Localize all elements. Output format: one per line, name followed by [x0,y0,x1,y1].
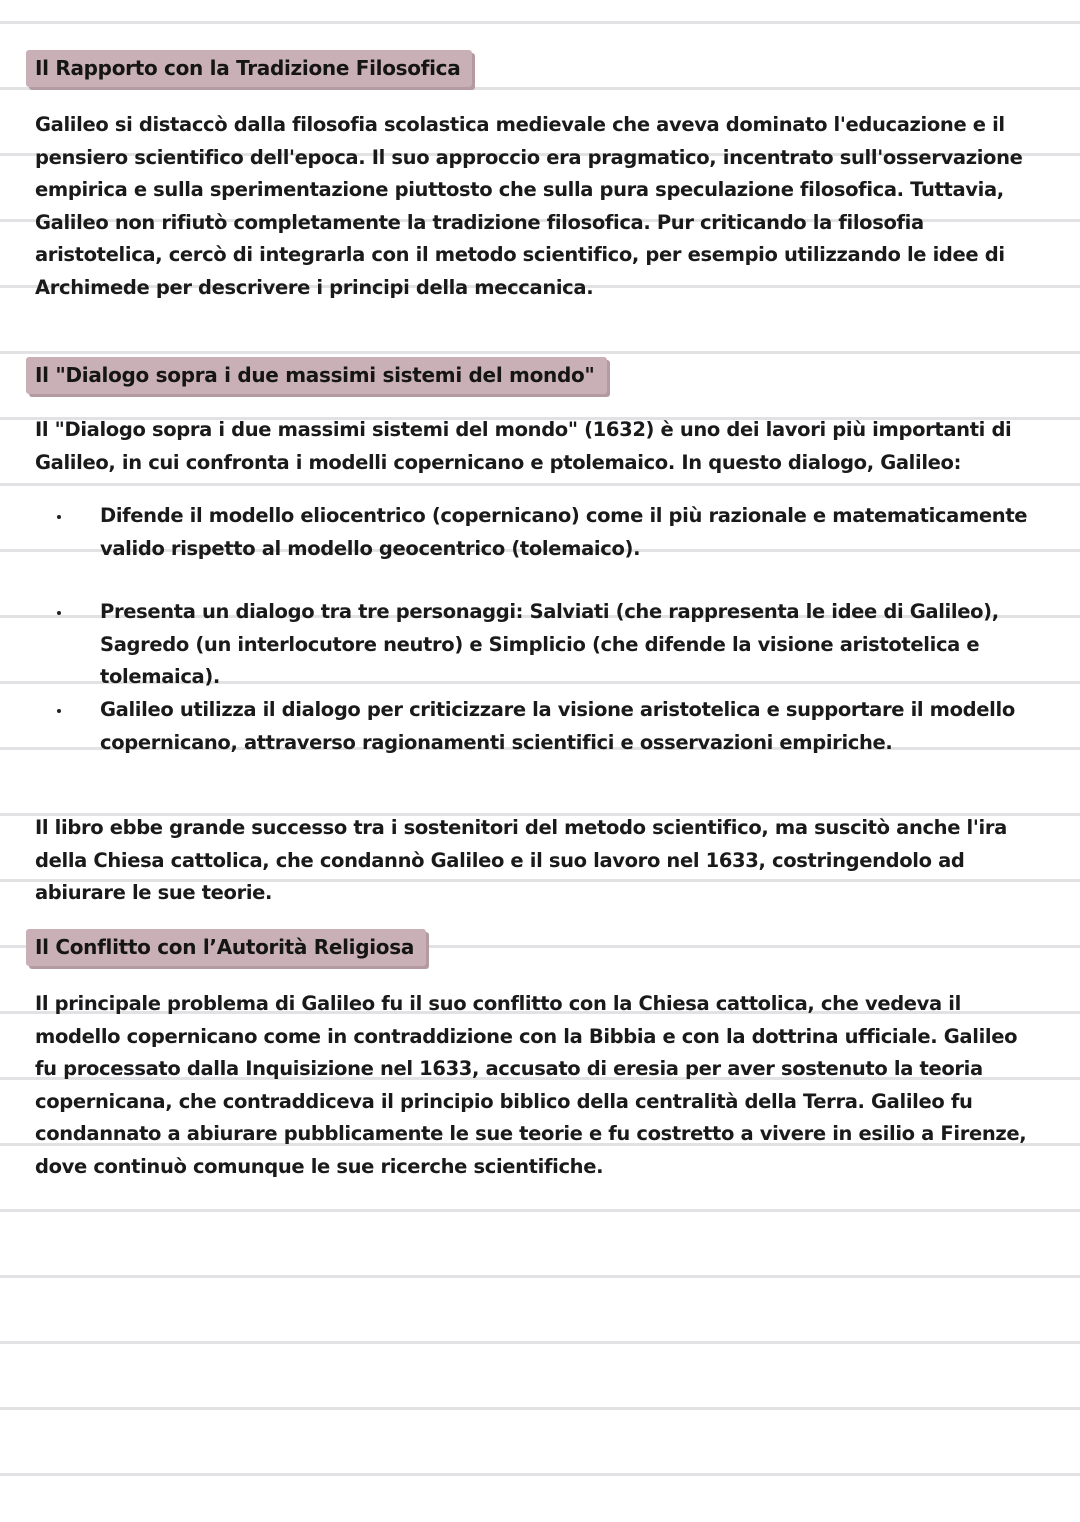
list-item-text: Difende il modello eliocentrico (copernicano) come il più razionale e matematicamente valido rispetto al modello geocentrico (tolemaico). [100,504,1028,560]
list-item-text: Presenta un dialogo tra tre personaggi: Salviati (che rappresenta le idee di Galileo), Sagredo (un interlocutore neutro) e Simplicio (che difende la visione aristotelica e tolemaica). [100,600,999,688]
section-heading-tradizione: Il Rapporto con la Tradizione Filosofica [26,50,472,87]
paragraph-dialogo-intro: Il "Dialogo sopra i due massimi sistemi del mondo" (1632) è uno dei lavori più importanti di Galileo, in cui confronta i modelli copernicano e ptolemaico. In questo dialogo, Galileo: [35,418,1012,474]
bullet-icon [57,515,61,519]
paragraph-dialogo-closing: Il libro ebbe grande successo tra i sostenitori del metodo scientifico, ma suscitò anche l'ira della Chiesa cattolica, che condannò Galileo e il suo lavoro nel 1633, costringendolo ad abiurare le sue teorie. [35,816,1007,904]
paragraph-conflitto: Il principale problema di Galileo fu il suo conflitto con la Chiesa cattolica, che vedeva il modello copernicano come in contraddizione con la Bibbia e con la dottrina ufficiale. Galileo fu processato dalla Inquisizione nel 1633, accusato di eresia per aver sostenuto la teoria copernicana, che contraddiceva il principio biblico della centralità della Terra. Galileo fu condannato a abiurare pubblicamente le sue teorie e fu costretto a vivere in esilio a Firenze, dove continuò comunque le sue ricerche scientifiche. [35,992,1027,1178]
section-heading-conflitto: Il Conflitto con l’Autorità Religiosa [26,929,426,966]
paragraph-tradizione: Galileo si distaccò dalla filosofia scolastica medievale che aveva dominato l'educazione e il pensiero scientifico dell'epoca. Il suo approccio era pragmatico, incentrato sull'osservazione empirica e sulla sperimentazione piuttosto che sulla pura speculazione filosofica. Tuttavia, Galileo non rifiutò completamente la tradizione filosofica. Pur criticando la filosofia aristotelica, cercò di integrarla con il metodo scientifico, per esempio utilizzando le idee di Archimede per descrivere i principi della meccanica. [35,113,1023,299]
bullet-icon [57,709,61,713]
list-item-text: Galileo utilizza il dialogo per criticizzare la visione aristotelica e supportare il modello copernicano, attraverso ragionamenti scientifici e osservazioni empiriche. [100,698,1015,754]
section-heading-dialogo: Il "Dialogo sopra i due massimi sistemi del mondo" [26,357,607,394]
bullet-icon [57,611,61,615]
